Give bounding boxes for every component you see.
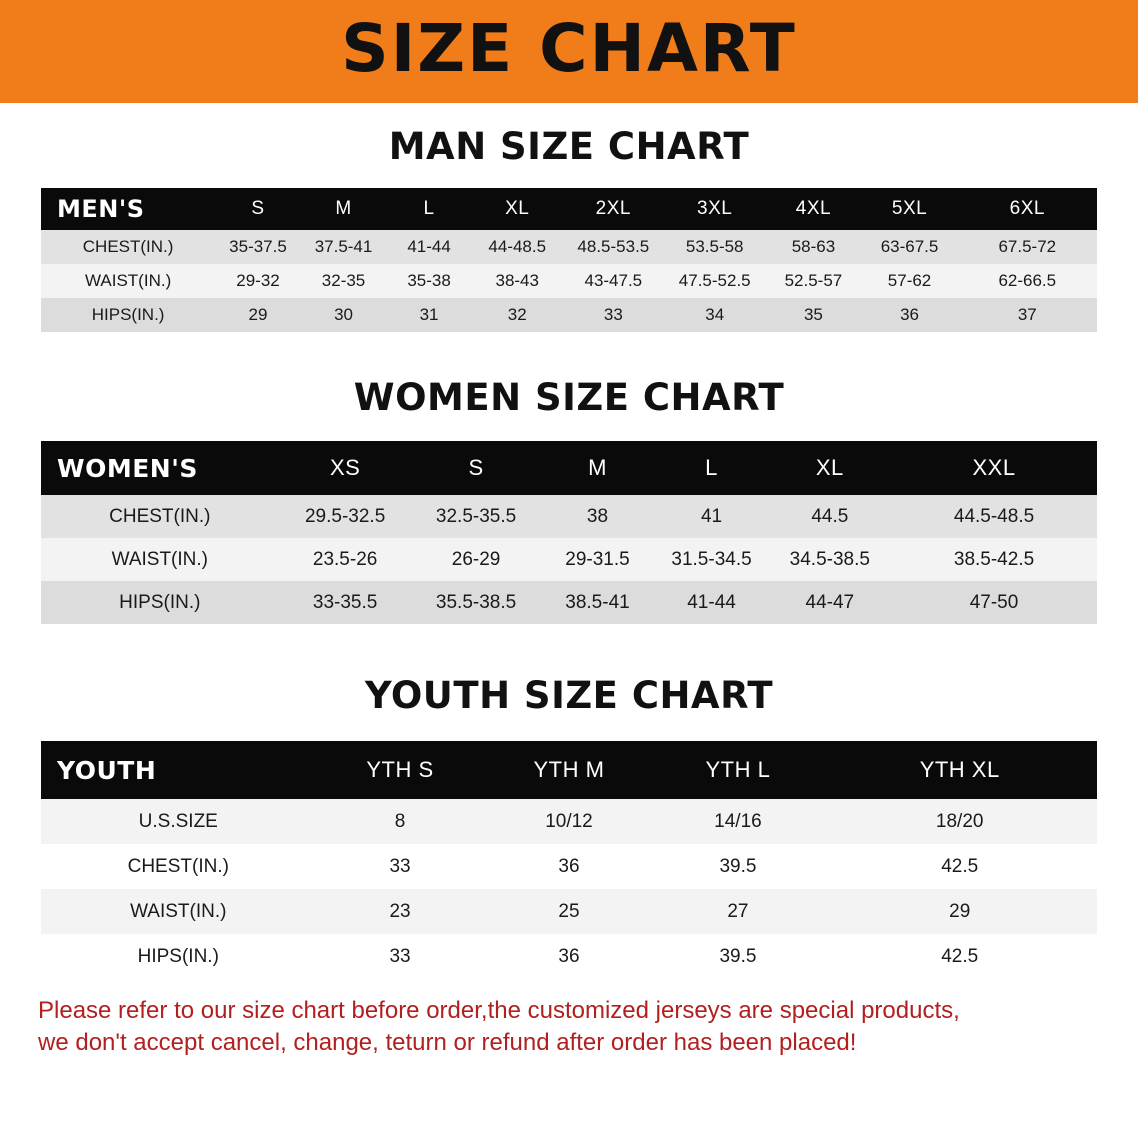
man-cell-0-2: 41-44 (407, 237, 451, 256)
man-size-table (41, 188, 1097, 332)
man-cell-2-1: 30 (334, 305, 353, 324)
man-cell-0-4: 48.5-53.5 (577, 237, 650, 256)
women-cell-2-3: 41-44 (687, 591, 736, 613)
youth-cell-1-3: 42.5 (941, 855, 979, 877)
youth-cell-3-2: 39.5 (719, 945, 757, 967)
man-cell-0-7: 63-67.5 (880, 237, 939, 256)
man-cell-2-7: 36 (900, 305, 919, 324)
table-row (41, 230, 1097, 264)
women-cell-0-5: 44.5-48.5 (953, 505, 1035, 527)
man-cell-1-0: 29-32 (236, 271, 280, 290)
women-cell-0-0: 29.5-32.5 (304, 505, 386, 527)
women-header-col-5: XXL (972, 455, 1016, 480)
women-cell-1-1: 26-29 (451, 548, 501, 570)
man-cell-2-4: 33 (603, 305, 623, 324)
women-cell-1-0: 23.5-26 (312, 548, 378, 570)
women-cell-0-4: 44.5 (811, 505, 849, 527)
man-cell-2-8: 37 (1017, 305, 1037, 324)
women-cell-0-3: 41 (700, 505, 723, 527)
youth-size-table (41, 741, 1097, 979)
women-cell-1-5: 38.5-42.5 (953, 548, 1035, 570)
youth-cell-2-1: 25 (558, 900, 580, 922)
women-header-col-4: XL (815, 455, 844, 480)
youth-header-lead: YOUTH (57, 755, 157, 785)
man-header-col-2: L (423, 198, 435, 219)
women-cell-1-3: 31.5-34.5 (671, 548, 752, 570)
man-header-col-0: S (251, 198, 265, 219)
women-cell-1-4: 34.5-38.5 (789, 548, 870, 570)
women-cell-0-2: 38 (586, 505, 609, 527)
youth-cell-0-1: 10/12 (545, 810, 593, 832)
women-header-col-3: L (705, 455, 718, 480)
youth-cell-0-3: 18/20 (935, 810, 984, 832)
man-cell-0-5: 53.5-58 (685, 237, 744, 256)
man-header-col-6: 4XL (795, 198, 832, 219)
youth-cell-1-2: 39.5 (719, 855, 757, 877)
man-cell-1-5: 47.5-52.5 (678, 271, 751, 290)
disclaimer-line-2: we don't accept cancel, change, teturn or refund after order has been placed! (38, 1028, 857, 1056)
table-row (41, 298, 1097, 332)
man-cell-0-6: 58-63 (791, 237, 836, 256)
women-cell-1-2: 29-31.5 (565, 548, 630, 570)
table-row (41, 581, 1097, 624)
man-table-wrap (0, 188, 1138, 332)
women-row-label-0: CHEST(IN.) (109, 505, 211, 527)
women-cell-2-1: 35.5-38.5 (435, 591, 517, 613)
man-cell-1-4: 43-47.5 (584, 271, 643, 290)
disclaimer-line-1: Please refer to our size chart before order,the customized jerseys are special products, (38, 997, 960, 1024)
women-cell-2-5: 47-50 (969, 591, 1019, 613)
youth-header-col-0: YTH S (366, 757, 434, 782)
man-section-heading: MAN SIZE CHART (388, 125, 750, 168)
man-cell-2-6: 35 (803, 305, 823, 324)
man-cell-2-2: 31 (419, 305, 439, 324)
man-header-col-4: 2XL (595, 198, 631, 219)
youth-header-col-3: YTH XL (919, 757, 1000, 782)
youth-cell-3-0: 33 (389, 945, 411, 967)
women-header-col-1: S (468, 455, 484, 480)
man-cell-2-3: 32 (507, 305, 527, 324)
youth-cell-2-3: 29 (949, 900, 971, 922)
women-row-label-2: HIPS(IN.) (119, 591, 201, 613)
man-cell-1-1: 32-35 (321, 271, 366, 290)
youth-table-wrap (0, 741, 1138, 979)
youth-cell-1-0: 33 (389, 855, 411, 877)
youth-header-col-1: YTH M (533, 757, 605, 782)
table-row (41, 844, 1097, 889)
man-header-col-8: 6XL (1009, 198, 1045, 219)
man-cell-0-3: 44-48.5 (488, 237, 547, 256)
man-cell-1-3: 38-43 (495, 271, 539, 290)
man-header-col-7: 5XL (891, 198, 928, 219)
man-row-label-1: WAIST(IN.) (84, 271, 172, 290)
man-cell-1-2: 35-38 (407, 271, 451, 290)
women-size-table (41, 441, 1097, 624)
man-cell-1-6: 52.5-57 (784, 271, 843, 290)
man-cell-0-1: 37.5-41 (314, 237, 373, 256)
table-row (41, 538, 1097, 581)
man-header-lead: MEN'S (57, 195, 145, 223)
youth-cell-1-1: 36 (558, 855, 580, 877)
youth-row-label-2: WAIST(IN.) (130, 900, 227, 922)
man-header-col-3: XL (505, 198, 530, 219)
youth-cell-2-2: 27 (727, 900, 749, 922)
youth-cell-2-0: 23 (389, 900, 411, 922)
man-cell-2-5: 34 (705, 305, 725, 324)
youth-row-label-1: CHEST(IN.) (127, 855, 229, 877)
man-row-label-2: HIPS(IN.) (91, 305, 165, 324)
women-section-heading: WOMEN SIZE CHART (353, 376, 785, 419)
man-cell-0-8: 67.5-72 (998, 237, 1057, 256)
man-cell-1-7: 57-62 (887, 271, 932, 290)
youth-cell-0-2: 14/16 (714, 810, 762, 832)
women-table-wrap (0, 441, 1138, 624)
table-row (41, 934, 1097, 979)
youth-row-label-3: HIPS(IN.) (137, 945, 219, 967)
women-cell-0-1: 32.5-35.5 (435, 505, 517, 527)
women-cell-2-0: 33-35.5 (312, 591, 378, 613)
women-header-lead: WOMEN'S (57, 453, 198, 483)
man-row-label-0: CHEST(IN.) (82, 237, 174, 256)
women-header-col-2: M (588, 455, 607, 480)
man-cell-1-8: 62-66.5 (998, 271, 1057, 290)
youth-header-col-2: YTH L (705, 757, 771, 782)
man-table-header-row (41, 188, 1097, 230)
page-title: SIZE CHART (341, 9, 797, 87)
page-banner (0, 0, 1138, 103)
man-header-col-5: 3XL (697, 198, 733, 219)
youth-cell-3-3: 42.5 (941, 945, 979, 967)
youth-cell-3-1: 36 (558, 945, 580, 967)
disclaimer-note (0, 995, 1138, 1059)
youth-cell-0-0: 8 (394, 810, 406, 832)
youth-table-header-row (41, 741, 1097, 799)
man-cell-2-0: 29 (248, 305, 268, 324)
youth-row-label-0: U.S.SIZE (138, 810, 218, 832)
youth-section-heading: YOUTH SIZE CHART (364, 674, 774, 717)
table-row (41, 889, 1097, 934)
women-table-header-row (41, 441, 1097, 495)
women-cell-2-4: 44-47 (805, 591, 855, 613)
women-row-label-1: WAIST(IN.) (111, 548, 208, 570)
man-header-col-1: M (335, 198, 352, 219)
women-header-col-0: XS (329, 455, 361, 480)
women-cell-2-2: 38.5-41 (565, 591, 630, 613)
man-cell-0-0: 35-37.5 (229, 237, 287, 256)
table-row (41, 264, 1097, 298)
table-row (41, 495, 1097, 538)
table-row (41, 799, 1097, 844)
